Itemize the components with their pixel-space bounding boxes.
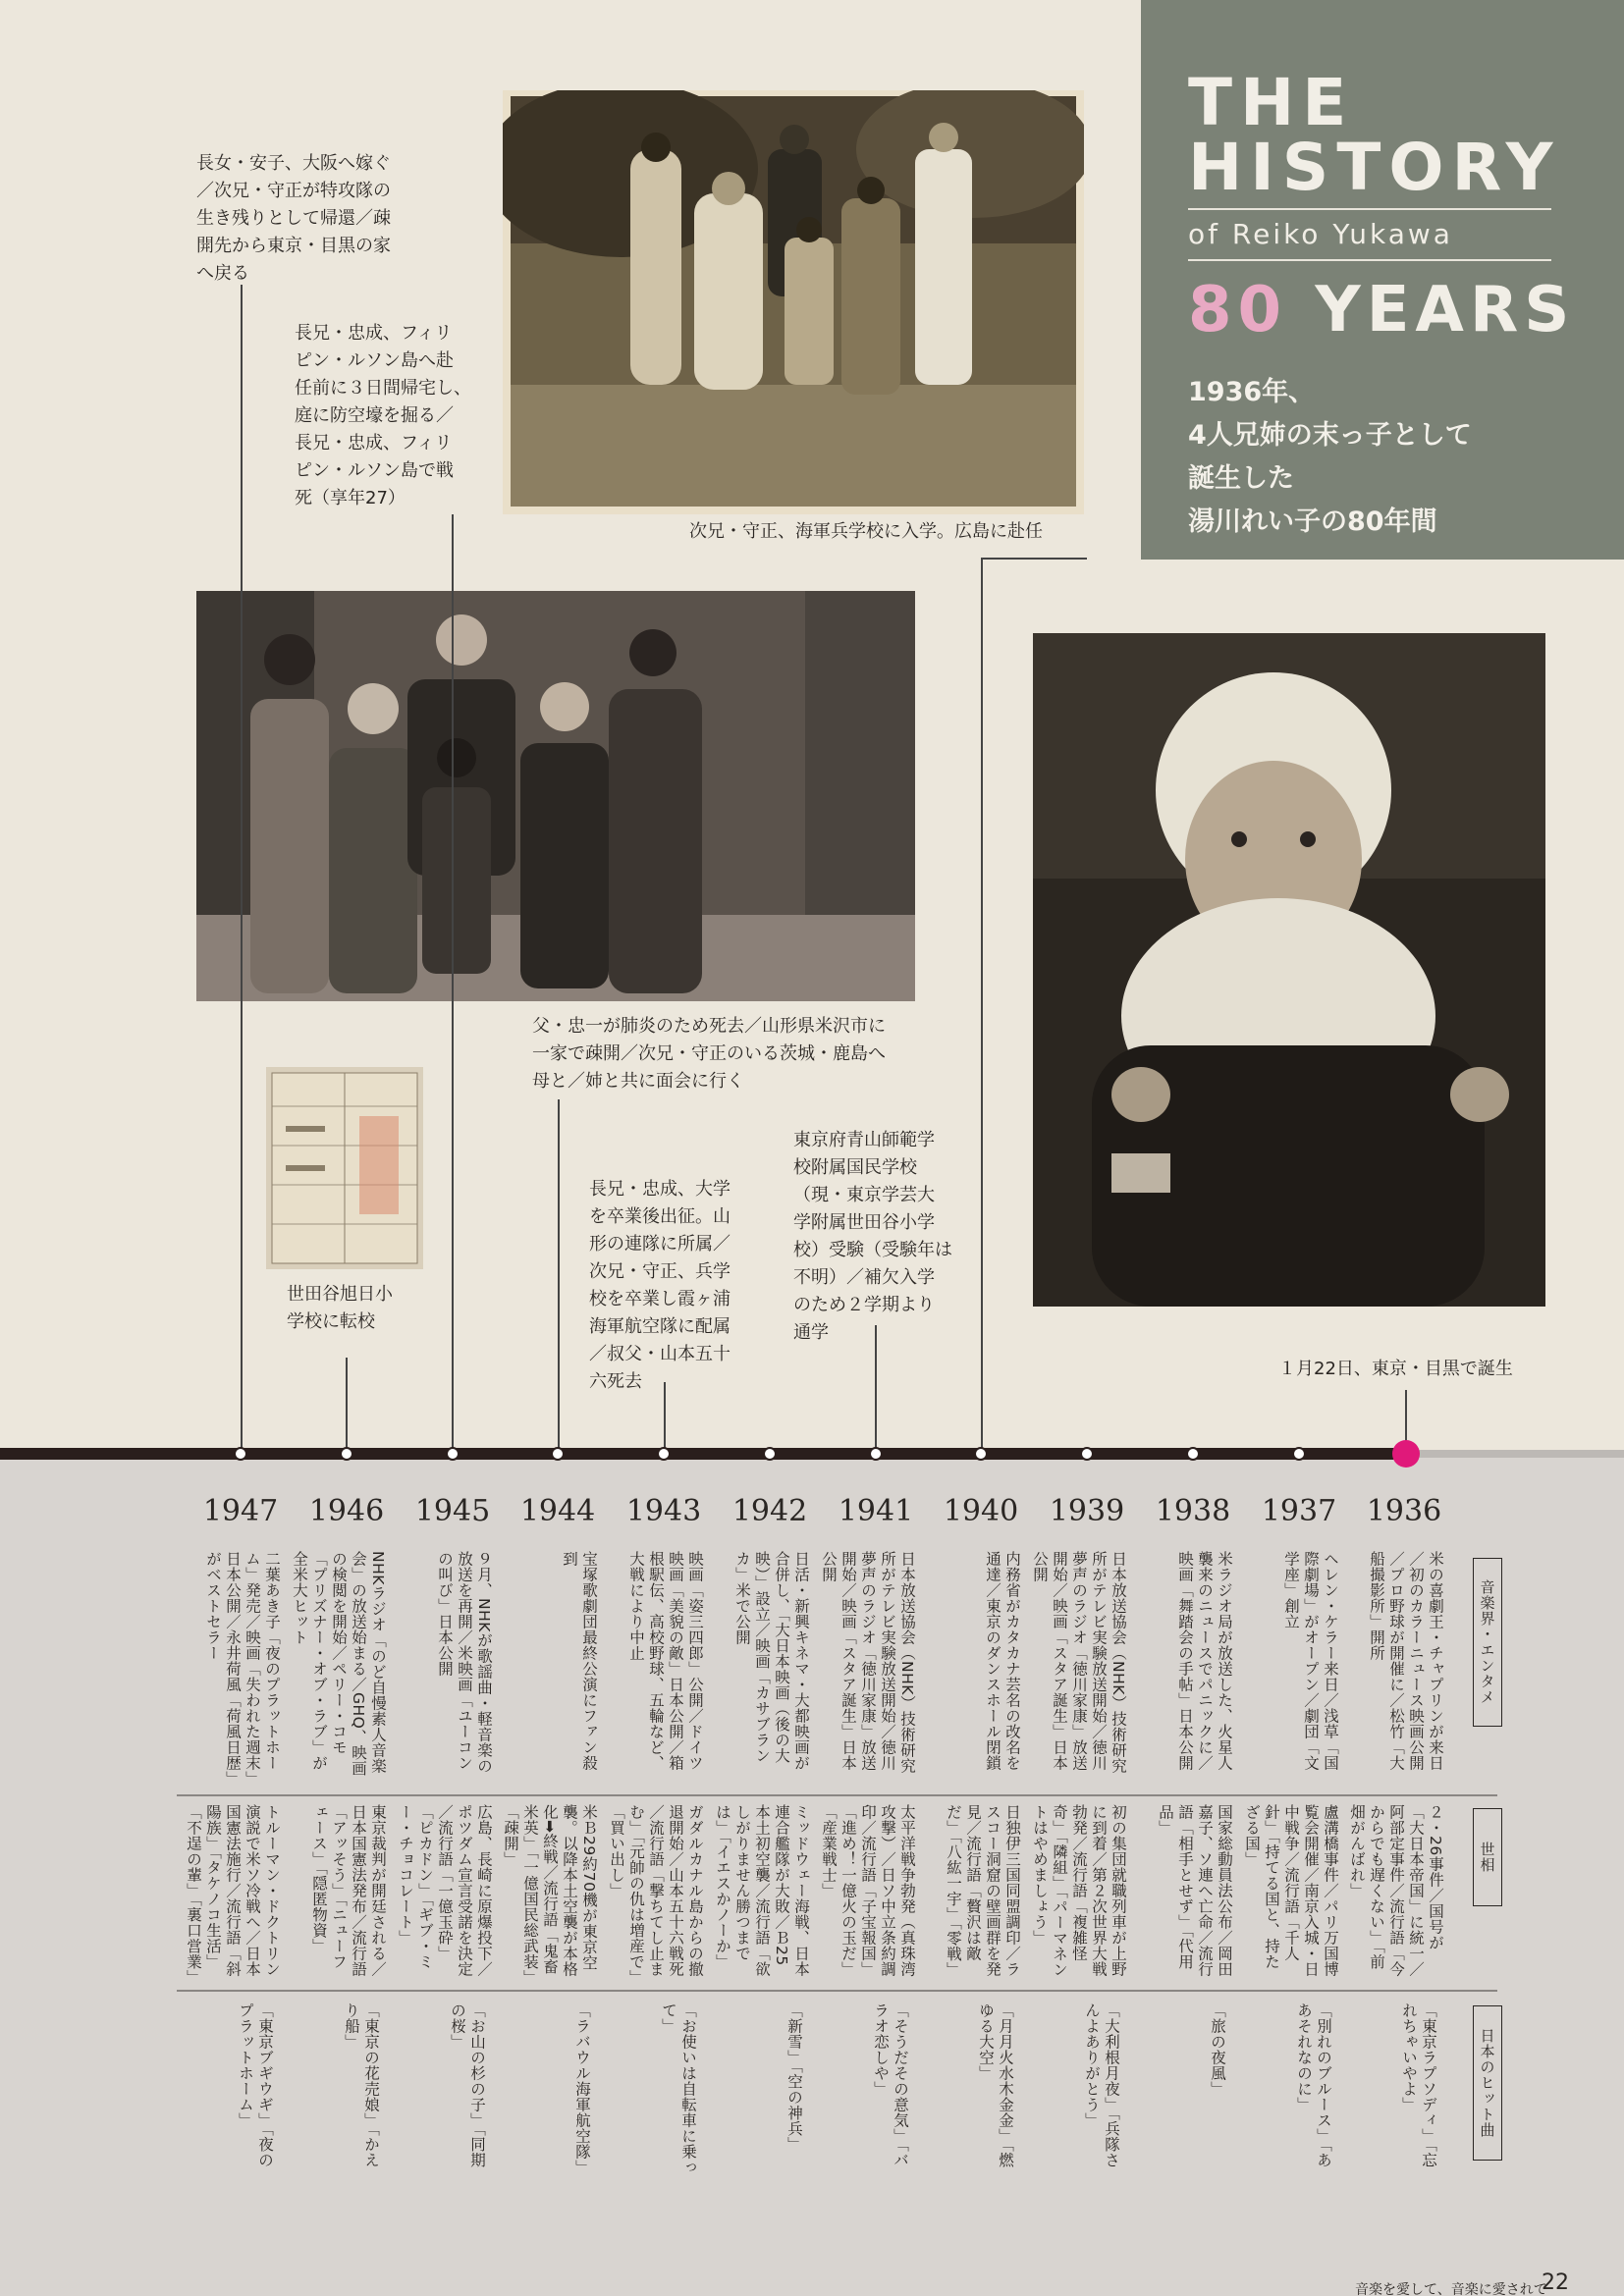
- year-1939: 1939: [1049, 1494, 1125, 1528]
- hits-1938: 「旅の夜風」: [1209, 2002, 1226, 2097]
- leader-1943: [664, 1382, 666, 1451]
- timeline-dot-1943: [657, 1447, 671, 1461]
- note-1941: 東京府青山師範学 校附属国民学校 （現・東京学芸大 学附属世田谷小学 校）受験（受験年は 不明）／補欠入学 のため２学期より 通学: [793, 1130, 952, 1343]
- note-1945: 長兄・忠成、フィリ ピン・ルソン島へ赴 任前に３日間帰宅し、 庭に防空壕を掘る／ 長兄・忠成、フィリ ピン・ルソン島で戦 死（享年27）: [295, 323, 471, 508]
- world-1947: トルーマン・ドクトリン演説で米ソ冷戦へ／日本国憲法施行／流行語「斜陽族」「タケノコ生活」「不逞の輩」「裏口営業」: [185, 1804, 281, 1986]
- page-number: 22: [1542, 2270, 1569, 2295]
- category-world: 世相: [1473, 1808, 1502, 1906]
- hits-1941: 「そうだその意気」「バラオ恋しや」: [872, 2002, 909, 2168]
- year-1945: 1945: [414, 1494, 491, 1528]
- title-desc-line2: 4人兄姉の末っ子として: [1188, 420, 1472, 451]
- leader-1945: [452, 514, 454, 1451]
- title-rule-top: [1188, 208, 1551, 210]
- timeline-dot-1936: [1392, 1440, 1420, 1468]
- hits-1936: 「東京ラプソディ」「忘れちゃいやよ」: [1400, 2002, 1437, 2168]
- title-desc-line3: 誕生した: [1188, 463, 1294, 494]
- school-record-photo: [266, 1067, 423, 1269]
- year-1940: 1940: [943, 1494, 1019, 1528]
- timeline-dot-1937: [1292, 1447, 1306, 1461]
- note-1944: 父・忠一が肺炎のため死去／山形県米沢市に 一家で疎開／次兄・守正のいる茨城・鹿島へ 母と／姉と共に面会に行く: [532, 1016, 886, 1092]
- timeline-dot-1938: [1186, 1447, 1200, 1461]
- hits-1942: 「新雪」「空の神兵」: [785, 2002, 803, 2153]
- year-1946: 1946: [308, 1494, 385, 1528]
- leader-1940: [981, 558, 983, 1451]
- year-1943: 1943: [625, 1494, 702, 1528]
- world-1936: ２・26事件／国号が「大日本帝国」に統一／阿部定事件／流行語「今からでも遅くない」「前畑がんばれ」: [1348, 1804, 1444, 1977]
- timeline-dot-1946: [340, 1447, 353, 1461]
- world-1946: 東京裁判が開廷される／日本国憲法発布／流行語「アッそう」「ニューフェース」「隠匿物資」: [310, 1804, 387, 1977]
- title-the: THE: [1188, 65, 1355, 140]
- world-1945: 広島、長崎に原爆投下／ポツダム宣言受諾を決定／流行語「一億玉砕」「ピカドン」「ギブ・ミー・チョコレート」: [397, 1804, 493, 1977]
- world-1938: 国家総動員法公布／岡田嘉子、ソ連へ亡命／流行語「相手とせず」「代用品」: [1157, 1804, 1233, 1977]
- leader-1936: [1405, 1390, 1407, 1441]
- year-1941: 1941: [838, 1494, 914, 1528]
- year-1938: 1938: [1155, 1494, 1231, 1528]
- timeline-dot-1945: [446, 1447, 460, 1461]
- hits-1939: 「大利根月夜」「兵隊さんよありがとう」: [1083, 2002, 1120, 2168]
- title-description: [1188, 371, 1624, 544]
- leader-1941: [875, 1325, 877, 1451]
- category-hits: 日本のヒット曲: [1473, 2005, 1502, 2161]
- family-portrait-photo: [196, 591, 915, 1001]
- world-1937: 盧溝橋事件／パリ万国博覧会開催／南京入城・日中戦争／流行語「千人針」「持てる国と、持たざる国」: [1243, 1804, 1339, 1977]
- hits-1940: 「月月火水木金金」「燃ゆる大空」: [977, 2002, 1014, 2168]
- hits-1943: 「お使いは自転車に乗って」: [660, 2002, 697, 2175]
- separator-world-hits: [177, 1990, 1497, 1992]
- music-1941: 日本放送協会（NHK）技術研究所がテレビ実験放送開始／徳川夢声のラジオ「徳川家康」放送開始／映画「スタア誕生」日本公開: [820, 1551, 916, 1774]
- year-1942: 1942: [731, 1494, 808, 1528]
- title-years: YEARS: [1315, 274, 1576, 347]
- category-music: 音楽界・エンタメ: [1473, 1558, 1502, 1727]
- title-rule-bottom: [1188, 259, 1551, 261]
- footer-text: 音楽を愛して、音楽に愛されて: [1355, 2282, 1547, 2296]
- music-1940: 内務省がカタカナ芸名の改名を通達／東京のダンスホール閉鎖: [984, 1551, 1021, 1771]
- title-desc-line4: 湯川れい子の80年間: [1188, 507, 1437, 537]
- timeline-dot-1942: [763, 1447, 777, 1461]
- caption-1940: 次兄・守正、海軍兵学校に入学。広島に赴任: [689, 521, 1043, 542]
- title-history: HISTORY: [1188, 130, 1561, 205]
- family-garden-photo: [503, 90, 1084, 514]
- year-1936: 1936: [1366, 1494, 1442, 1528]
- world-1940: 日独伊三国同盟調印／ラスコー洞窟の壁画群を発見／流行語「贅沢は敵だ」「八紘一宇」「零戦」: [945, 1804, 1021, 1978]
- timeline-dot-1944: [551, 1447, 565, 1461]
- title-desc-line1: 1936年、: [1188, 377, 1316, 407]
- separator-music-world: [177, 1794, 1497, 1796]
- note-1946: 世田谷旭日小 学校に転校: [287, 1284, 393, 1332]
- timeline-dot-1939: [1080, 1447, 1094, 1461]
- world-1939: 初の集団就職列車が上野に到着／第２次世界大戦勃発／流行語「複雑怪奇」「隣組」「パーマネントはやめましょう」: [1031, 1804, 1127, 1978]
- music-1944: 宝塚歌劇団最終公演にファン殺到: [561, 1551, 598, 1771]
- year-1937: 1937: [1261, 1494, 1337, 1528]
- music-1942: 日活・新興キネマ・大都映画が合併し、「大日本映画（後の大映）」設立／映画「カサブランカ」米で公開: [733, 1551, 810, 1771]
- hits-1944: 「ラバウル海軍航空隊」: [573, 2002, 591, 2175]
- baby-photo: [1033, 633, 1545, 1307]
- timeline-bar: [0, 1448, 1412, 1460]
- timeline-dot-1947: [234, 1447, 247, 1461]
- music-1937: ヘレン・ケラー来日／浅草「国際劇場」がオープン／劇団「文学座」創立: [1282, 1551, 1339, 1771]
- leader-1946: [346, 1358, 348, 1451]
- hits-1946: 「東京の花売娘」「かえり船」: [343, 2002, 380, 2168]
- hits-1945: 「お山の杉の子」「同期の桜」: [449, 2002, 486, 2168]
- music-1945: ９月、NHKが歌謡曲・軽音楽の放送を再開／米映画「ユーコンの叫び」日本公開: [436, 1551, 493, 1774]
- music-1947: 二葉あき子「夜のプラットホーム」発売／映画「失われた週末」日本公開／永井荷風「荷風日歴」がベストセラー: [204, 1551, 281, 1780]
- world-1941: 太平洋戦争勃発（真珠湾攻撃）／日ソ中立条約調印／流行語「子宝報国」「進め！一億火の玉だ」「産業戦士」: [820, 1804, 916, 1977]
- title-of-reiko: of Reiko Yukawa: [1188, 218, 1453, 250]
- timeline-dot-1941: [869, 1447, 883, 1461]
- timeline-bar-future: [1412, 1450, 1624, 1458]
- world-1943: ガダルカナル島からの撤退開始／山本五十六戦死／流行語「撃ちてし止まむ」「元帥の仇は増産で」「買い出し」: [608, 1804, 704, 1978]
- leader-1944: [558, 1099, 560, 1451]
- note-1943: 長兄・忠成、大学 を卒業後出征。山 形の連隊に所属／ 次兄・守正、兵学 校を卒業し霞ヶ浦 海軍航空隊に配属 ／叔父・山本五十 六死去: [589, 1179, 731, 1392]
- leader-1940-top: [981, 558, 1087, 560]
- caption-1936: １月22日、東京・目黒で誕生: [1278, 1359, 1513, 1379]
- music-1943: 映画「姿三四郎」公開／ドイツ映画「美貌の敵」日本公開／箱根駅伝、高校野球、五輪など、大戦により中止: [627, 1551, 704, 1771]
- music-1938: 米ラジオ局が放送した、火星人襲来のニュースでパニックに／映画「舞踏会の手帖」日本公開: [1176, 1551, 1233, 1771]
- title-box: [1141, 0, 1624, 560]
- timeline-dot-1940: [974, 1447, 988, 1461]
- year-1947: 1947: [202, 1494, 279, 1528]
- music-1946: NHKラジオ「のど自慢素人音楽会」の放送始まる／GHQ、映画の検閲を開始／ペリー・コモ「プリズナー・オブ・ラブ」が全米大ヒット: [291, 1551, 387, 1777]
- title-80: 80: [1188, 274, 1288, 347]
- music-1939: 日本放送協会（NHK）技術研究所がテレビ実験放送開始／徳川夢声のラジオ「徳川家康」放送開始／映画「スタア誕生」日本公開: [1031, 1551, 1127, 1774]
- note-1947: 長女・安子、大阪へ嫁ぐ ／次兄・守正が特攻隊の 生き残りとして帰還／疎 開先から東京・目黒の家 へ戻る: [196, 153, 391, 284]
- title-80-years: [1188, 274, 1624, 347]
- leader-1947: [241, 285, 243, 1451]
- year-1944: 1944: [519, 1494, 596, 1528]
- world-1944: 米Ｂ29約70機が東京空襲。以降本土空襲が本格化➡終戦／流行語「鬼畜米英」「一億国民総武装」「疎開」: [502, 1804, 598, 1978]
- music-1936: 米の喜劇王・チャプリンが来日／初のカラーニュース映画公開／プロ野球が開催に／松竹「大船撮影所」開所: [1368, 1551, 1444, 1771]
- world-1942: ミッドウェー海戦、日本連合艦隊が大敗／Ｂ25本土初空襲／流行語「欲しがりません勝つまでは」「イエスかノーか」: [714, 1804, 810, 1977]
- hits-1937: 「別れのブルース」「ああそれなのに」: [1295, 2002, 1332, 2168]
- hits-1947: 「東京ブギウギ」「夜のプラットホーム」: [237, 2002, 274, 2168]
